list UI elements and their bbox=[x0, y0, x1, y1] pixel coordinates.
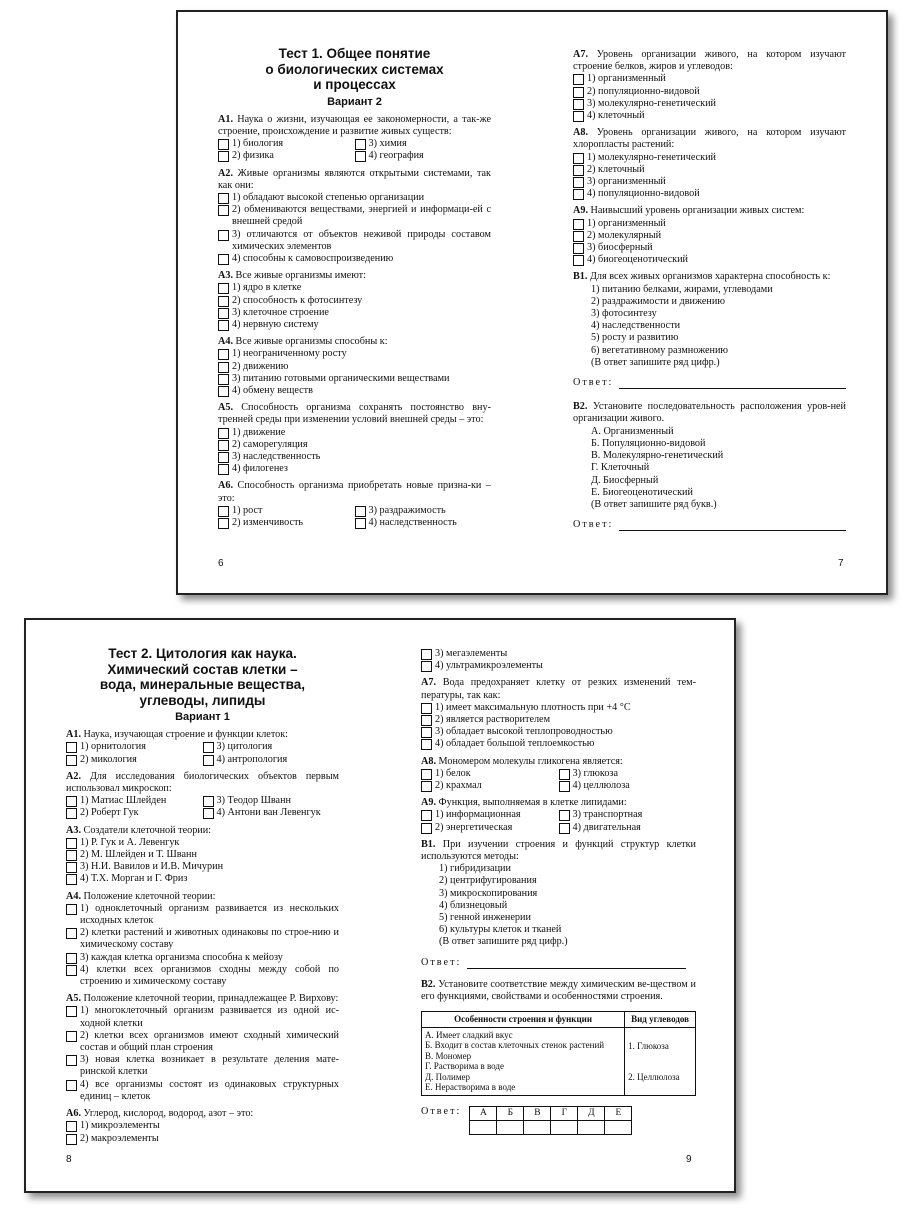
question-a5: А5. Положение клеточной теории, принадлежащее Р. Вирхову: 1) многоклеточный организм развивается из одной ис-ходной клетки 2) клетки всех организмов имеют сходный химический состав и общий план строения 3) новая клетка возникает в результате деления мате-ринской клетки 4) все организмы состоят из одинаковых структурных единиц – клеток bbox=[66, 993, 339, 1102]
checkbox[interactable] bbox=[573, 177, 584, 188]
list-item: 3) микроскопирования bbox=[439, 887, 538, 899]
variant-label: Вариант 2 bbox=[327, 95, 382, 108]
answer-option[interactable]: 4) Т.Х. Морган и Г. Фриз bbox=[66, 873, 339, 885]
list-item: 4) наследственности bbox=[591, 320, 681, 332]
checkbox[interactable] bbox=[218, 283, 229, 294]
checkbox[interactable] bbox=[355, 151, 366, 162]
checkbox[interactable] bbox=[218, 349, 229, 360]
answer-option[interactable]: 3) Теодор Шванн bbox=[203, 795, 340, 807]
answer-option[interactable]: 1) организменный bbox=[573, 73, 846, 85]
checkbox[interactable] bbox=[573, 111, 584, 122]
answer-option[interactable]: 1) неограниченному росту bbox=[218, 348, 491, 360]
answer-option[interactable]: 3) глюкоза bbox=[559, 768, 697, 780]
answer-option[interactable]: 1) информационная bbox=[421, 809, 559, 821]
checkbox[interactable] bbox=[355, 139, 366, 150]
answer-option[interactable]: 1) биология bbox=[218, 138, 355, 150]
list-item: Б. Популяционно-видовой bbox=[591, 437, 706, 449]
answer-option[interactable]: 3) наследственность bbox=[218, 451, 491, 463]
question-a9: А9. Наивысший уровень организации живых систем: 1) организменный 2) молекулярный 3) биосферный 4) биогеоценотический bbox=[573, 205, 846, 266]
checkbox[interactable] bbox=[66, 755, 77, 766]
checkbox[interactable] bbox=[218, 374, 229, 385]
answer-option[interactable]: 2) макроэлементы bbox=[66, 1133, 339, 1145]
list-item: А. Организменный bbox=[591, 425, 674, 437]
checkbox[interactable] bbox=[573, 219, 584, 230]
types-cell: 1. Глюкоза 2. Целлюлоза bbox=[625, 1027, 696, 1095]
checkbox[interactable] bbox=[218, 296, 229, 307]
checkbox[interactable] bbox=[573, 255, 584, 266]
answer-option[interactable]: 3) мегаэлементы bbox=[421, 648, 696, 660]
answer-option[interactable]: 2) саморегуляция bbox=[218, 439, 491, 451]
checkbox[interactable] bbox=[218, 308, 229, 319]
answer-option[interactable]: 4) способны к самовоспроизведению bbox=[218, 253, 491, 265]
variant-label: Вариант 1 bbox=[175, 711, 230, 723]
question-a1: А1. Наука о жизни, изучающая ее закономерности, а так-же строение, происхождение и развитие живых существ: 1) биология 3) химия 2) физика 4) география bbox=[218, 113, 492, 162]
page-number-7: 7 bbox=[838, 558, 844, 569]
question-a4: А4. Все живые организмы способны к: 1) неограниченному росту 2) движению 3) питанию готовыми органическими веществами 4) обмену веществ bbox=[218, 336, 491, 397]
answer-option[interactable]: 4) обладает большой теплоемкостью bbox=[421, 738, 696, 750]
checkbox[interactable] bbox=[421, 781, 432, 792]
answer-line-b2[interactable]: Ответ: bbox=[573, 519, 846, 531]
answer-cell[interactable] bbox=[551, 1120, 578, 1134]
letter-header: Б bbox=[497, 1106, 524, 1120]
answer-option[interactable]: 2) М. Шлейден и Т. Шванн bbox=[66, 849, 339, 861]
checkbox[interactable] bbox=[218, 320, 229, 331]
checkbox[interactable] bbox=[421, 661, 432, 672]
answer-option[interactable]: 2) клетки растений и животных одинаковы по строе-нию и химическому составу bbox=[66, 927, 339, 951]
answer-option[interactable]: 3) каждая клетка организма способна к мейозу bbox=[66, 952, 339, 964]
answer-option[interactable]: 4) наследственность bbox=[355, 517, 492, 529]
checkbox[interactable] bbox=[66, 1006, 77, 1017]
checkbox[interactable] bbox=[421, 823, 432, 834]
list-item: 6) культуры клеток и тканей bbox=[439, 924, 562, 936]
answer-option[interactable]: 4) ультрамикроэлементы bbox=[421, 660, 696, 672]
answer-option[interactable]: 1) ядро в клетке bbox=[218, 282, 491, 294]
checkbox[interactable] bbox=[218, 151, 229, 162]
checkbox[interactable] bbox=[573, 165, 584, 176]
checkbox[interactable] bbox=[559, 823, 570, 834]
list-item: 5) генной инженерии bbox=[439, 912, 531, 924]
answer-input[interactable] bbox=[619, 521, 846, 531]
question-a8: А8. Мономером молекулы гликогена является: 1) белок 3) глюкоза 2) крахмал 4) целлюлоза bbox=[421, 756, 696, 793]
answer-option[interactable]: 1) микроэлементы bbox=[66, 1120, 339, 1132]
checkbox[interactable] bbox=[66, 1055, 77, 1066]
checkbox[interactable] bbox=[66, 838, 77, 849]
checkbox[interactable] bbox=[559, 781, 570, 792]
question-a7: А7. Уровень организации живого, на котором изучают строение белков, жиров и углеводов: 1) организменный 2) популяционно-видовой 3) молекулярно-генетический 4) клеточный bbox=[573, 49, 846, 122]
list-item: 1) гибридизации bbox=[439, 863, 511, 875]
question-a3: А3. Создатели клеточной теории: 1) Р. Гук и А. Левенгук 2) М. Шлейден и Т. Шванн 3) Н.И. Вавилов и И.В. Мичурин 4) Т.Х. Морган и Г. Фриз bbox=[66, 825, 339, 886]
answer-option[interactable]: 3) цитология bbox=[203, 741, 340, 753]
answer-line-b1[interactable]: Ответ: bbox=[421, 957, 686, 969]
list-item: 5) росту и развитию bbox=[591, 332, 679, 344]
list-item: 2) раздражимости и движению bbox=[591, 295, 725, 307]
question-a2: А2. Для исследования биологических объектов первым использовал микроскоп: 1) Матиас Шлейден 3) Теодор Шванн 2) Роберт Гук 4) Антони ван Левенгук bbox=[66, 770, 339, 819]
checkbox[interactable] bbox=[66, 742, 77, 753]
checkbox[interactable] bbox=[355, 518, 366, 529]
answer-option[interactable]: 2) физика bbox=[218, 150, 355, 162]
checkbox[interactable] bbox=[218, 362, 229, 373]
letter-header: А bbox=[470, 1106, 497, 1120]
book-spread-test-1 bbox=[176, 10, 888, 595]
answer-option[interactable]: 3) питанию готовыми органическими веществами bbox=[218, 373, 491, 385]
checkbox[interactable] bbox=[66, 928, 77, 939]
question-a1: А1. Наука, изучающая строение и функции клеток: 1) орнитология 3) цитология 2) микология 4) антропология bbox=[66, 729, 339, 766]
answer-option[interactable]: 4) филогенез bbox=[218, 463, 491, 475]
list-item: 6) вегетативному размножению bbox=[591, 344, 729, 356]
checkbox[interactable] bbox=[421, 769, 432, 780]
test-1-title: Тест 1. Общее понятие о биологических системах и процессах bbox=[265, 46, 444, 92]
checkbox[interactable] bbox=[218, 193, 229, 204]
question-a6: А6. Углерод, кислород, водород, азот – это: 1) микроэлементы 2) макроэлементы bbox=[66, 1108, 339, 1145]
answer-option[interactable]: 4) клеточный bbox=[573, 110, 846, 122]
page-9-column bbox=[421, 648, 696, 1135]
checkbox[interactable] bbox=[218, 518, 229, 529]
answer-option[interactable]: 2) молекулярный bbox=[573, 230, 846, 242]
list-item: В. Молекулярно-генетический bbox=[591, 450, 724, 462]
checkbox[interactable] bbox=[218, 205, 229, 216]
answer-grid: Ответ: А Б В Г Д Е bbox=[421, 1106, 696, 1135]
checkbox[interactable] bbox=[66, 1121, 77, 1132]
answer-cell[interactable] bbox=[497, 1120, 524, 1134]
answer-option[interactable]: 2) энергетическая bbox=[421, 822, 559, 834]
answer-option[interactable]: 4) популяционно-видовой bbox=[573, 188, 846, 200]
checkbox[interactable] bbox=[218, 452, 229, 463]
answer-option[interactable]: 3) химия bbox=[355, 138, 492, 150]
answer-option[interactable]: 2) микология bbox=[66, 754, 203, 766]
answer-option[interactable]: 4) обмену веществ bbox=[218, 385, 491, 397]
answer-cell[interactable] bbox=[605, 1120, 632, 1134]
checkbox[interactable] bbox=[218, 254, 229, 265]
answer-option[interactable]: 1) движение bbox=[218, 427, 491, 439]
list-item: Е. Биогеоценотический bbox=[591, 486, 693, 498]
checkbox[interactable] bbox=[573, 87, 584, 98]
answer-option[interactable]: 4) география bbox=[355, 150, 492, 162]
checkbox[interactable] bbox=[66, 808, 77, 819]
checkbox[interactable] bbox=[218, 464, 229, 475]
checkbox[interactable] bbox=[66, 965, 77, 976]
checkbox[interactable] bbox=[66, 862, 77, 873]
answer-option[interactable]: 1) Матиас Шлейден bbox=[66, 795, 203, 807]
answer-input[interactable] bbox=[619, 379, 846, 389]
checkbox[interactable] bbox=[218, 428, 229, 439]
answer-letter-table[interactable] bbox=[469, 1106, 632, 1135]
answer-option[interactable]: 2) способность к фотосинтезу bbox=[218, 295, 491, 307]
answer-option[interactable]: 4) антропология bbox=[203, 754, 340, 766]
table-header: Вид углеводов bbox=[625, 1012, 696, 1028]
answer-option[interactable]: 1) обладают высокой степенью организации bbox=[218, 192, 491, 204]
answer-option[interactable]: 2) популяционно-видовой bbox=[573, 86, 846, 98]
page-7-column bbox=[573, 49, 846, 531]
answer-option[interactable]: 3) Н.И. Вавилов и И.В. Мичурин bbox=[66, 861, 339, 873]
features-cell: А. Имеет сладкий вкус Б. Входит в состав клеточных стенок растений В. Мономер Г. Растворима в воде Д. Полимер Е. Нерастворима в воде bbox=[422, 1027, 625, 1095]
checkbox[interactable] bbox=[421, 703, 432, 714]
checkbox[interactable] bbox=[203, 808, 214, 819]
question-a7: А7. Вода предохраняет клетку от резких изменений тем-пературы, так как: 1) имеет максимальную плотность при +4 °С 2) является растворителем 3) обладает высокой теплопроводностью 4) обладает большой теплоемкостью bbox=[421, 677, 696, 750]
list-item: Г. Клеточный bbox=[591, 462, 650, 474]
checkbox[interactable] bbox=[66, 1134, 77, 1145]
checkbox[interactable] bbox=[66, 796, 77, 807]
answer-option[interactable]: 4) Антони ван Левенгук bbox=[203, 807, 340, 819]
checkbox[interactable] bbox=[218, 139, 229, 150]
checkbox[interactable] bbox=[66, 874, 77, 885]
question-b2: В2. Установите соответствие между химическим ве-ществом и его функциями, свойствами и особенностями строения. Особенности строения и функции Вид углеводов А. Имеет сладкий вкус Б. Входит в состав клеточных стенок растений В. Мономер Г. Растворима в воде Д. Полимер Е. Нерастворима в воде 1. Глюкоза 2. Целлюлоза Ответ: А Б В Г Д Е bbox=[421, 979, 696, 1135]
answer-option[interactable]: 2) является растворителем bbox=[421, 714, 696, 726]
page-6-column bbox=[218, 46, 491, 529]
answer-option[interactable]: 3) молекулярно-генетический bbox=[573, 98, 846, 110]
page-8-column bbox=[66, 646, 339, 1145]
checkbox[interactable] bbox=[421, 727, 432, 738]
checkbox[interactable] bbox=[218, 386, 229, 397]
table-header: Особенности строения и функции bbox=[422, 1012, 625, 1028]
answer-option[interactable]: 3) организменный bbox=[573, 176, 846, 188]
page-number-9: 9 bbox=[686, 1154, 692, 1165]
question-a6: А6. Способность организма приобретать новые призна-ки – это: 1) рост 3) раздражимость 2) изменчивость 4) наследственность bbox=[218, 480, 491, 528]
answer-cell[interactable] bbox=[578, 1120, 605, 1134]
answer-cell[interactable] bbox=[470, 1120, 497, 1134]
checkbox[interactable] bbox=[355, 506, 366, 517]
answer-option[interactable]: 1) рост bbox=[218, 505, 355, 517]
question-a9: А9. Функция, выполняемая в клетке липидами: 1) информационная 3) транспортная 2) энергетическая 4) двигательная bbox=[421, 797, 696, 834]
answer-option[interactable]: 2) движению bbox=[218, 361, 491, 373]
answer-option[interactable]: 3) клеточное строение bbox=[218, 307, 491, 319]
answer-option[interactable]: 4) двигательная bbox=[559, 822, 697, 834]
checkbox[interactable] bbox=[573, 74, 584, 85]
question-a3: А3. Все живые организмы имеют: 1) ядро в клетке 2) способность к фотосинтезу 3) клеточное строение 4) нервную систему bbox=[218, 270, 491, 331]
answer-option[interactable]: 1) Р. Гук и А. Левенгук bbox=[66, 837, 339, 849]
checkbox[interactable] bbox=[203, 796, 214, 807]
list-item: 1) питанию белками, жирами, углеводами bbox=[591, 283, 773, 295]
checkbox[interactable] bbox=[218, 506, 229, 517]
answer-line-b1[interactable]: Ответ: bbox=[573, 377, 846, 389]
answer-option[interactable]: 4) клетки всех организмов сходны между собой по строению и химическому составу bbox=[66, 964, 339, 988]
answer-option[interactable]: 3) обладает высокой теплопроводностью bbox=[421, 726, 696, 738]
letter-header: Е bbox=[605, 1106, 632, 1120]
question-a4: А4. Положение клеточной теории: 1) одноклеточный организм развивается из нескольких исходных клеток 2) клетки растений и животных одинаковы по строе-нию и химическому составу 3) каждая клетка организма способна к мейозу 4) клетки всех организмов сходны между собой по строению и химическому составу bbox=[66, 890, 339, 988]
checkbox[interactable] bbox=[66, 1031, 77, 1042]
checkbox[interactable] bbox=[573, 231, 584, 242]
checkbox[interactable] bbox=[559, 769, 570, 780]
letter-header: Д bbox=[578, 1106, 605, 1120]
answer-option[interactable]: 4) все организмы состоят из одинаковых структурных единиц – клеток bbox=[66, 1079, 339, 1103]
answer-option[interactable]: 4) биогеоценотический bbox=[573, 254, 846, 266]
letter-header: Г bbox=[551, 1106, 578, 1120]
checkbox[interactable] bbox=[421, 715, 432, 726]
checkbox[interactable] bbox=[66, 904, 77, 915]
answer-option[interactable]: 3) отличаются от объектов неживой природы составом химических элементов bbox=[218, 229, 491, 253]
checkbox[interactable] bbox=[66, 1080, 77, 1091]
answer-option[interactable]: 2) Роберт Гук bbox=[66, 807, 203, 819]
answer-option[interactable]: 1) молекулярно-генетический bbox=[573, 152, 846, 164]
answer-option[interactable]: 3) биосферный bbox=[573, 242, 846, 254]
answer-option[interactable]: 2) изменчивость bbox=[218, 517, 355, 529]
answer-option[interactable]: 4) целлюлоза bbox=[559, 780, 697, 792]
list-item: (В ответ запишите ряд букв.) bbox=[591, 498, 717, 510]
list-item: 4) близнецовый bbox=[439, 899, 508, 911]
answer-option[interactable]: 2) клеточный bbox=[573, 164, 846, 176]
test-2-title: Тест 2. Цитология как наука. Химический состав клетки – вода, минеральные вещества, углеводы, липиды bbox=[99, 646, 306, 708]
question-a6-continued bbox=[421, 648, 696, 672]
checkbox[interactable] bbox=[203, 755, 214, 766]
list-item: (В ответ запишите ряд цифр.) bbox=[591, 356, 720, 368]
checkbox[interactable] bbox=[559, 810, 570, 821]
checkbox[interactable] bbox=[573, 243, 584, 254]
answer-option[interactable]: 1) одноклеточный организм развивается из нескольких исходных клеток bbox=[66, 903, 339, 927]
checkbox[interactable] bbox=[203, 742, 214, 753]
list-item: 3) фотосинтезу bbox=[591, 308, 657, 320]
checkbox[interactable] bbox=[573, 99, 584, 110]
answer-option[interactable]: 1) имеет максимальную плотность при +4 °С bbox=[421, 702, 696, 714]
answer-option[interactable]: 2) обмениваются веществами, энергией и информаци-ей с внешней средой bbox=[218, 204, 491, 228]
checkbox[interactable] bbox=[66, 953, 77, 964]
list-item: (В ответ запишите ряд цифр.) bbox=[439, 936, 568, 948]
answer-option[interactable]: 1) многоклеточный организм развивается из одной ис-ходной клетки bbox=[66, 1005, 339, 1029]
answer-input[interactable] bbox=[467, 959, 686, 969]
answer-option[interactable]: 4) нервную систему bbox=[218, 319, 491, 331]
answer-option[interactable]: 1) белок bbox=[421, 768, 559, 780]
checkbox[interactable] bbox=[421, 810, 432, 821]
checkbox[interactable] bbox=[66, 850, 77, 861]
matching-table bbox=[421, 1011, 696, 1096]
list-item: 2) центрифугирования bbox=[439, 875, 537, 887]
answer-option[interactable]: 1) организменный bbox=[573, 218, 846, 230]
checkbox[interactable] bbox=[218, 230, 229, 241]
question-a2: А2. Живые организмы являются открытыми системами, так как они: 1) обладают высокой степенью организации 2) обмениваются веществами, энергией и информаци-ей с внешней средой 3) отличаются от объектов неживой природы составом химических элементов 4) способны к самовоспроизведению bbox=[218, 167, 492, 264]
letter-header: В bbox=[524, 1106, 551, 1120]
answer-option[interactable]: 1) орнитология bbox=[66, 741, 203, 753]
answer-option[interactable]: 3) новая клетка возникает в результате деления мате-ринской клетки bbox=[66, 1054, 339, 1078]
answer-option[interactable]: 3) раздражимость bbox=[355, 505, 492, 517]
checkbox[interactable] bbox=[218, 440, 229, 451]
answer-option[interactable]: 3) транспортная bbox=[559, 809, 697, 821]
page-number-8: 8 bbox=[66, 1154, 72, 1165]
question-b1: В1. При изучении строения и функций структур клетки используются методы: 1) гибридизации 2) центрифугирования 3) микроскопирования 4) близнецовый 5) генной инженерии 6) культуры клеток и тканей (В ответ запишите ряд цифр.) Ответ: bbox=[421, 838, 697, 968]
book-spread-test-2 bbox=[24, 618, 736, 1193]
list-item: Д. Биосферный bbox=[591, 474, 659, 486]
question-a8: А8. Уровень организации живого, на котором изучают хлоропласты растений: 1) молекулярно-генетический 2) клеточный 3) организменный 4) популяционно-видовой bbox=[573, 127, 846, 200]
page-number-6: 6 bbox=[218, 558, 224, 569]
question-a5: А5. Способность организма сохранять постоянство вну-тренней среды при изменении условий внешней среды – это: 1) движение 2) саморегуляция 3) наследственность 4) филогенез bbox=[218, 402, 491, 475]
answer-cell[interactable] bbox=[524, 1120, 551, 1134]
question-b2: В2. Установите последовательность расположения уров-ней организации живого. А. Организменный Б. Популяционно-видовой В. Молекулярно-генетический Г. Клеточный Д. Биосферный Е. Биогеоценотический (В ответ запишите ряд букв.) Ответ: bbox=[573, 401, 847, 531]
checkbox[interactable] bbox=[573, 189, 584, 200]
checkbox[interactable] bbox=[421, 649, 432, 660]
question-b1: В1. Для всех живых организмов характерна способность к: 1) питанию белками, жирами, углеводами 2) раздражимости и движению 3) фотосинтезу 4) наследственности 5) росту и развитию 6) вегетативному размножению (В ответ запишите ряд цифр.) Ответ: bbox=[573, 271, 846, 389]
checkbox[interactable] bbox=[573, 153, 584, 164]
answer-option[interactable]: 2) клетки всех организмов имеют сходный химический состав и общий план строения bbox=[66, 1030, 339, 1054]
checkbox[interactable] bbox=[421, 739, 432, 750]
answer-option[interactable]: 2) крахмал bbox=[421, 780, 559, 792]
